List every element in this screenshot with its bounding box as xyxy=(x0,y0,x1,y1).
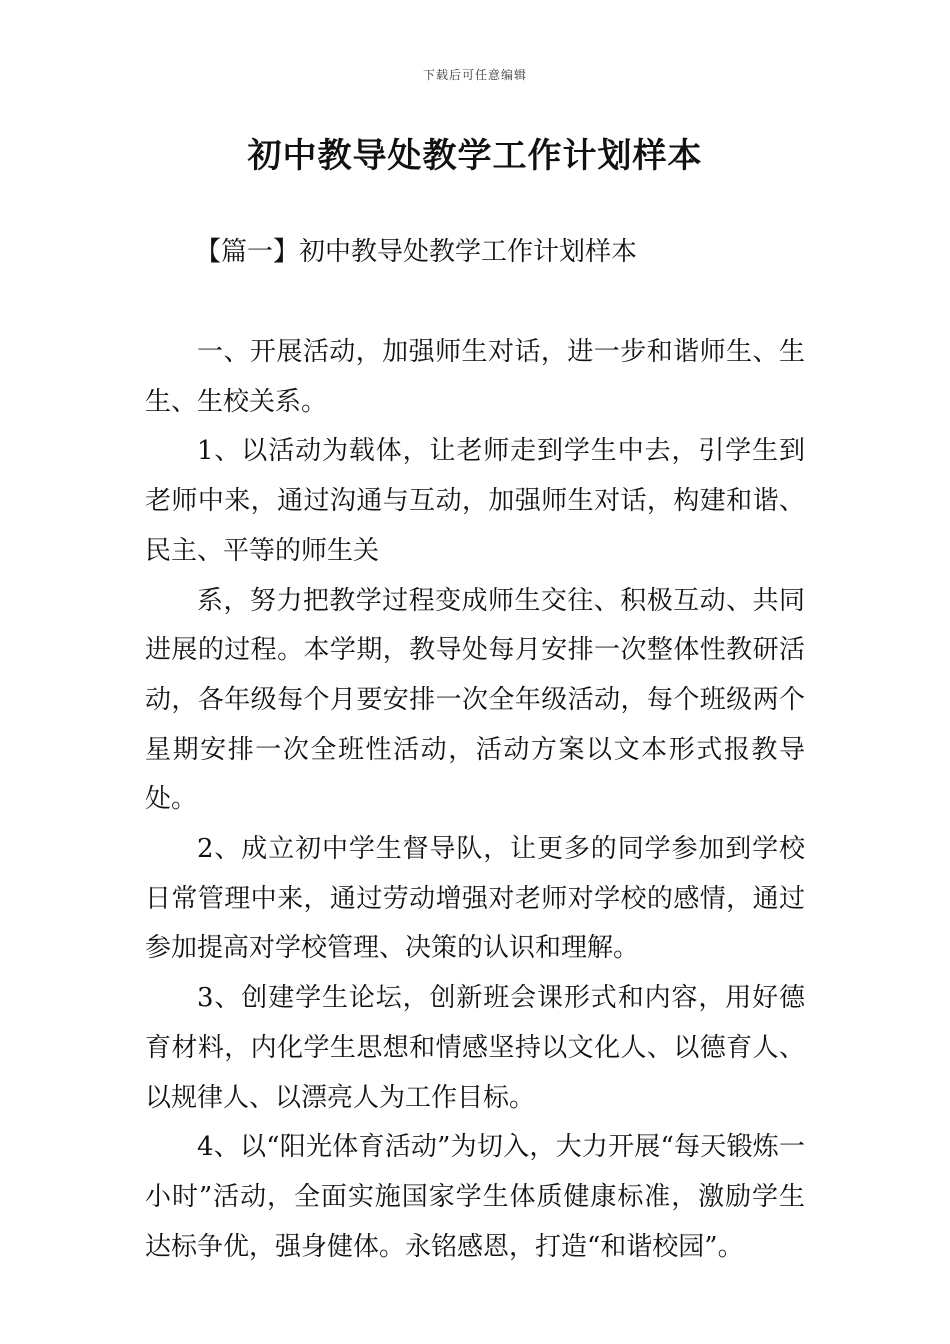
document-body xyxy=(145,328,805,1272)
paragraph-4: 2、成立初中学生督导队，让更多的同学参加到学校日常管理中来，通过劳动增强对老师对学校的感情，通过参加提高对学校管理、决策的认识和理解。 xyxy=(145,834,805,964)
header-note: 下载后可任意编辑 xyxy=(422,68,527,82)
paragraph-5: 3、创建学生论坛，创新班会课形式和内容，用好德育材料，内化学生思想和情感坚持以文化人、以德育人、以规律人、以漂亮人为工作目标。 xyxy=(145,983,805,1113)
paragraph-1: 一、开展活动，加强师生对话，进一步和谐师生、生生、生校关系。 xyxy=(145,337,805,417)
paragraph-3: 系，努力把教学过程变成师生交往、积极互动、共同进展的过程。本学期，教导处每月安排一次整体性教研活动，各年级每个月要安排一次全年级活动，每个班级两个星期安排一次全班性活动，活动方案以文本形式报教导处。 xyxy=(145,585,805,815)
document-title: 初中教导处教学工作计划样本 xyxy=(247,136,703,176)
section-subtitle: 【篇一】初中教导处教学工作计划样本 xyxy=(195,237,638,267)
paragraph-6: 4、以“阳光体育活动”为切入，大力开展“每天锻炼一小时”活动，全面实施国家学生体质健康标准，激励学生达标争优，强身健体。永铭感恩，打造“和谐校园”。 xyxy=(145,1132,805,1262)
paragraph-2: 1、以活动为载体，让老师走到学生中去，引学生到老师中来，通过沟通与互动，加强师生对话，构建和谐、民主、平等的师生关 xyxy=(145,436,805,566)
